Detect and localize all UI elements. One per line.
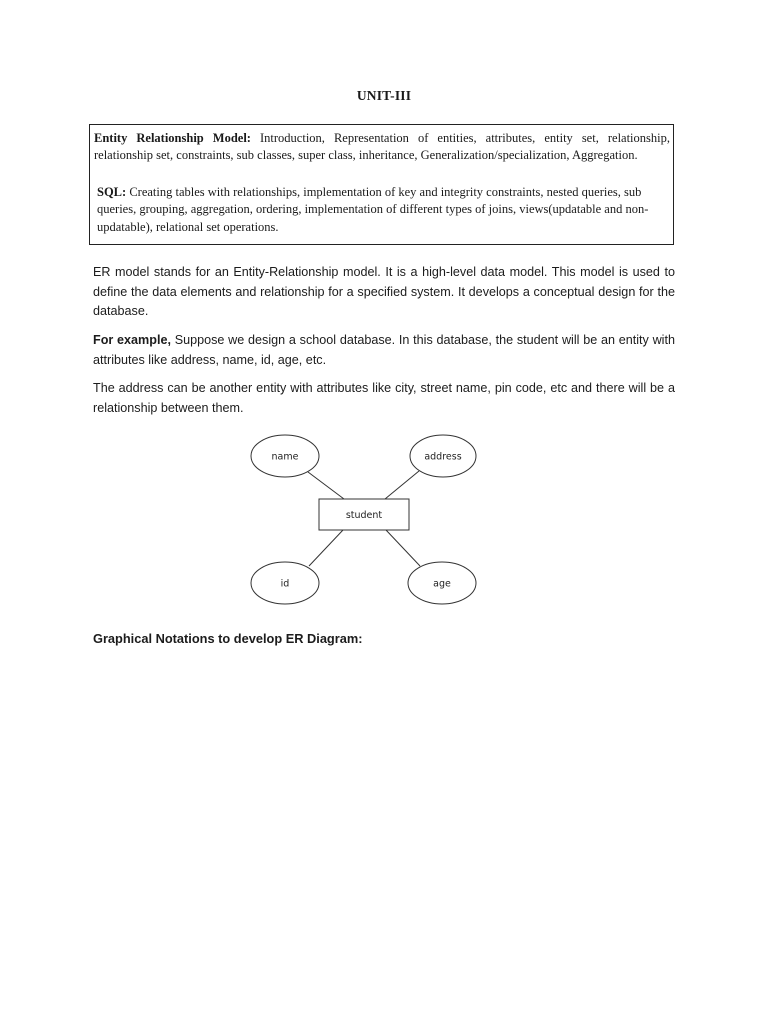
example-label: For example, [93,333,171,347]
sql-label: SQL: [97,185,127,199]
connector-address [385,471,419,499]
connector-name [308,472,344,499]
attribute-id-label: id [280,578,290,590]
sql-topics: Creating tables with relationships, implementation of key and integrity constraints, nested queries, sub queries, grouping, aggregation, ordering, implementation of different types of joins, views(updatable and non-updatable), relational set operations. [97,185,649,234]
example-text: Suppose we design a school database. In this database, the student will be an entity with attributes like address, name, id, age, etc. [93,333,675,367]
entity-student-label: student [345,510,383,521]
connector-age [386,530,420,566]
graphical-notations-heading: Graphical Notations to develop ER Diagram: [93,631,363,646]
attribute-address-label: address [424,451,462,463]
attribute-name-label: name [271,451,299,463]
intro-paragraph: ER model stands for an Entity-Relationship model. It is a high-level data model. This model is used to define the data elements and relationship for a specified system. It develops a conceptual design for the database. [93,265,675,318]
unit-title: UNIT-III [356,88,412,103]
connector-id [309,530,343,566]
attribute-age-label: age [433,578,451,590]
er-model-label: Entity Relationship Model: [94,131,251,145]
address-paragraph: The address can be another entity with attributes like city, street name, pin code, etc and there will be a relationship between them. [93,381,675,415]
er-model-topics: Introduction, Representation of entities, attributes, entity set, relationship, relationship set, constraints, sub classes, super class, inheritance, Generalization/specialization, Aggregation. [94,131,670,163]
